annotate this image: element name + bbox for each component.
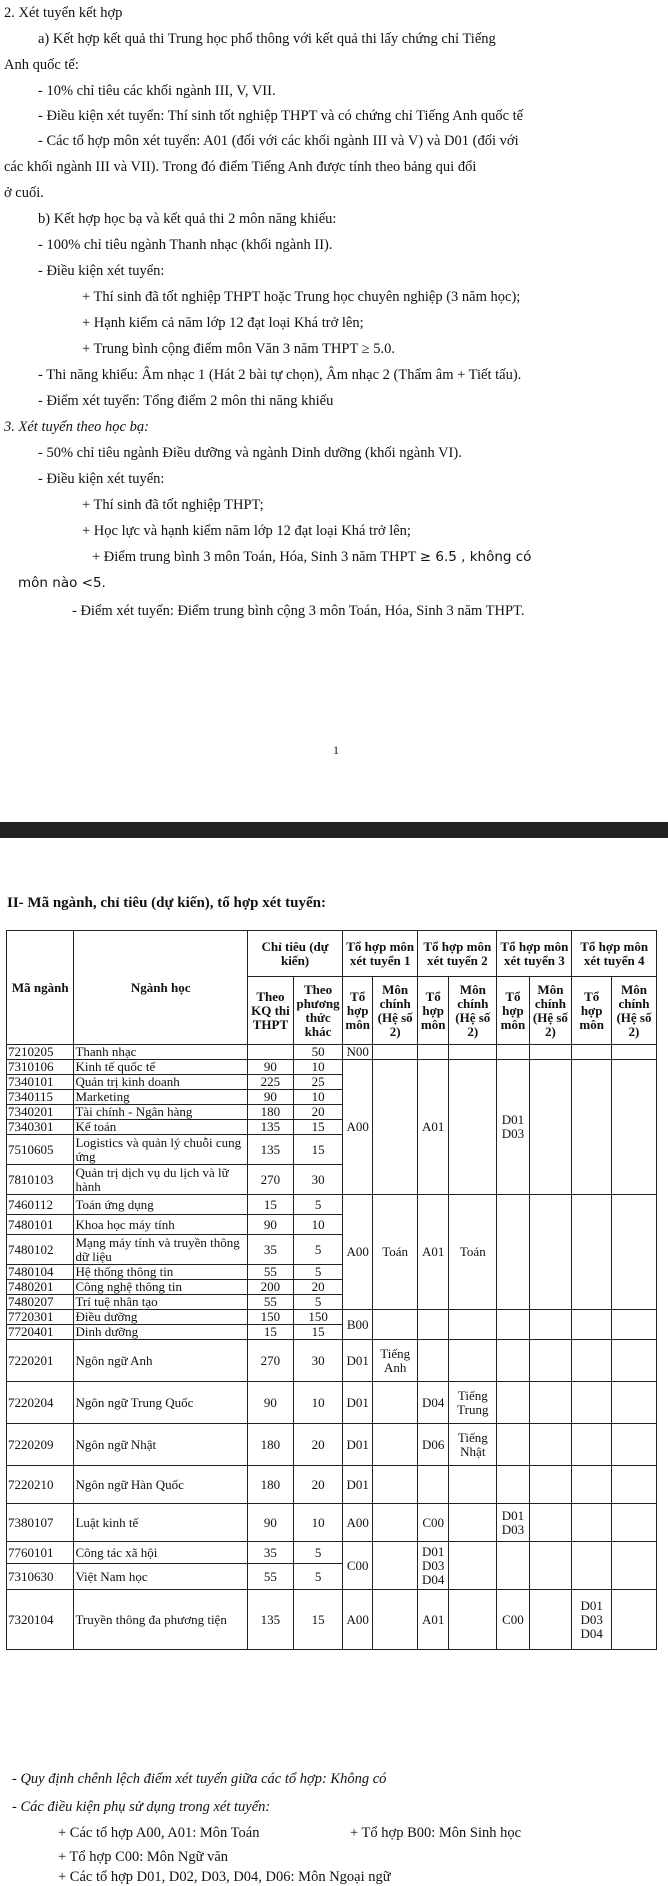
econ-t2: A01 <box>418 1060 449 1195</box>
text-line: - 10% chỉ tiêu các khối ngành III, V, VII. <box>38 83 276 99</box>
table-cell: 7220201 <box>7 1340 74 1382</box>
table-cell <box>497 1045 529 1060</box>
table-cell <box>529 1060 572 1195</box>
header-to-hop-mon: Tổ hợp môn <box>572 977 612 1045</box>
table-cell: Mạng máy tính và truyền thông dữ liệu <box>74 1235 247 1265</box>
text-line: môn nào <5. <box>18 575 106 591</box>
table-cell: 10 <box>293 1504 342 1542</box>
header-to-hop-mon: Tổ hợp môn <box>497 977 529 1045</box>
table-cell: 15 <box>247 1195 293 1215</box>
table-cell <box>611 1590 656 1650</box>
table-cell <box>572 1310 612 1340</box>
table-cell <box>529 1310 572 1340</box>
table-cell: 25 <box>293 1075 342 1090</box>
table-cell: 7720301 <box>7 1310 74 1325</box>
table-cell: 7460112 <box>7 1195 74 1215</box>
table-cell: D01 D03 <box>497 1504 529 1542</box>
table-cell: 7220209 <box>7 1424 74 1466</box>
table-cell <box>572 1424 612 1466</box>
table-cell <box>572 1060 612 1195</box>
table-cell: Tiếng Anh <box>373 1340 418 1382</box>
table-cell: A00 <box>343 1590 373 1650</box>
header-mon-chinh: Môn chính (Hệ số 2) <box>611 977 656 1045</box>
table-cell: 30 <box>293 1340 342 1382</box>
table-cell: 7340101 <box>7 1075 74 1090</box>
table-cell: 7760101 <box>7 1542 74 1564</box>
table-cell: D01 D03 D04 <box>572 1590 612 1650</box>
table-cell: D01 <box>343 1424 373 1466</box>
table-cell <box>572 1340 612 1382</box>
table-cell <box>572 1382 612 1424</box>
table-cell <box>449 1045 497 1060</box>
header-to-hop-1: Tổ hợp môn xét tuyển 1 <box>343 931 418 977</box>
text-line: + Thí sinh đã tốt nghiệp THPT; <box>82 497 264 513</box>
table-cell: A00 <box>343 1504 373 1542</box>
table-cell: Quản trị kinh doanh <box>74 1075 247 1090</box>
table-row <box>7 1310 657 1325</box>
table-cell <box>611 1504 656 1542</box>
table-cell: 15 <box>293 1135 342 1165</box>
table-cell: 15 <box>293 1590 342 1650</box>
table-cell: 7480207 <box>7 1295 74 1310</box>
table-cell <box>373 1060 418 1195</box>
table-cell <box>247 1045 293 1060</box>
table-cell: D01 <box>343 1382 373 1424</box>
table-cell: 5 <box>293 1295 342 1310</box>
note-line: + Tổ hợp B00: Môn Sinh học <box>350 1825 522 1841</box>
header-theo-kq: Theo KQ thi THPT <box>247 977 293 1045</box>
table-cell <box>418 1340 449 1382</box>
document-page-1 <box>0 0 668 805</box>
table-cell <box>449 1542 497 1590</box>
table-cell <box>572 1466 612 1504</box>
table-cell <box>572 1045 612 1060</box>
table-cell: 180 <box>247 1105 293 1120</box>
table-cell <box>373 1542 418 1590</box>
table-cell: D01 <box>343 1340 373 1382</box>
table-cell: 7720401 <box>7 1325 74 1340</box>
page-number: 1 <box>333 743 339 757</box>
table-cell: 10 <box>293 1382 342 1424</box>
table-row <box>7 1590 657 1650</box>
table-cell: 270 <box>247 1340 293 1382</box>
table-cell: D01 <box>343 1466 373 1504</box>
header-to-hop-2: Tổ hợp môn xét tuyển 2 <box>418 931 497 977</box>
table-cell: Truyền thông đa phương tiện <box>74 1590 247 1650</box>
table-cell <box>373 1310 418 1340</box>
table-cell: 30 <box>293 1165 342 1195</box>
table-cell: Tiếng Trung <box>449 1382 497 1424</box>
table-cell <box>373 1466 418 1504</box>
it-t1: A00 <box>343 1195 373 1310</box>
table-cell: 7480102 <box>7 1235 74 1265</box>
table-cell <box>529 1590 572 1650</box>
table-cell: Ngôn ngữ Anh <box>74 1340 247 1382</box>
heading-transcript-admission: 3. Xét tuyển theo học bạ: <box>4 419 149 435</box>
health-t1: B00 <box>343 1310 373 1340</box>
table-cell: 90 <box>247 1215 293 1235</box>
text-line: + Điểm trung bình 3 môn Toán, Hóa, Sinh 3 năm THPT ≥ 6.5 , không có <box>92 549 532 565</box>
table-cell: Công tác xã hội <box>74 1542 247 1564</box>
text-line: - Điểm xét tuyển: Điểm trung bình cộng 3 môn Toán, Hóa, Sinh 3 năm THPT. <box>72 603 525 619</box>
table-cell <box>529 1504 572 1542</box>
table-cell <box>572 1542 612 1590</box>
social-t1: C00 <box>343 1542 373 1590</box>
table-cell: 55 <box>247 1295 293 1310</box>
text-line: Anh quốc tế: <box>4 57 79 73</box>
table-cell: 35 <box>247 1542 293 1564</box>
table-cell <box>529 1382 572 1424</box>
table-cell: Kinh tế quốc tế <box>74 1060 247 1075</box>
table-cell: 7480201 <box>7 1280 74 1295</box>
header-to-hop-mon: Tổ hợp môn <box>343 977 373 1045</box>
table-cell: 150 <box>247 1310 293 1325</box>
text-line: - 50% chỉ tiêu ngành Điều dưỡng và ngành Dinh dưỡng (khối ngành VI). <box>38 445 462 461</box>
page-separator <box>0 822 668 838</box>
table-cell: Hệ thống thông tin <box>74 1265 247 1280</box>
table-cell: 20 <box>293 1466 342 1504</box>
econ-t1: A00 <box>343 1060 373 1195</box>
table-cell: 7380107 <box>7 1504 74 1542</box>
table-cell <box>449 1466 497 1504</box>
table-cell: Tài chính - Ngân hàng <box>74 1105 247 1120</box>
table-cell: 7480101 <box>7 1215 74 1235</box>
table-cell <box>497 1310 529 1340</box>
table-cell: 7220210 <box>7 1466 74 1504</box>
table-cell <box>418 1310 449 1340</box>
table-cell <box>497 1195 529 1310</box>
table-cell: A01 <box>418 1590 449 1650</box>
table-cell <box>497 1340 529 1382</box>
header-mon-chinh: Môn chính (Hệ số 2) <box>373 977 418 1045</box>
table-cell: D06 <box>418 1424 449 1466</box>
table-cell: 180 <box>247 1424 293 1466</box>
table-cell: 270 <box>247 1165 293 1195</box>
table-cell: Ngôn ngữ Trung Quốc <box>74 1382 247 1424</box>
section-title: II- Mã ngành, chỉ tiêu (dự kiến), tổ hợp xét tuyển: <box>7 895 326 911</box>
table-cell: 7340201 <box>7 1105 74 1120</box>
text-line: + Trung bình cộng điểm môn Văn 3 năm THPT ≥ 5.0. <box>82 341 395 357</box>
text-line: + Hạnh kiểm cả năm lớp 12 đạt loại Khá trở lên; <box>82 315 364 331</box>
text-line: - Thi năng khiếu: Âm nhạc 1 (Hát 2 bài tự chọn), Âm nhạc 2 (Thẩm âm + Tiết tấu). <box>38 367 522 383</box>
table-cell: 20 <box>293 1424 342 1466</box>
table-cell <box>529 1045 572 1060</box>
text-line: ở cuối. <box>4 185 44 201</box>
table-cell: 10 <box>293 1215 342 1235</box>
table-cell: D04 <box>418 1382 449 1424</box>
header-to-hop-3: Tổ hợp môn xét tuyển 3 <box>497 931 572 977</box>
table-cell: 135 <box>247 1135 293 1165</box>
header-chi-tieu: Chỉ tiêu (dự kiến) <box>247 931 342 977</box>
table-cell <box>449 1590 497 1650</box>
table-cell <box>611 1045 656 1060</box>
table-cell: 150 <box>293 1310 342 1325</box>
table-cell <box>529 1195 572 1310</box>
table-cell: Công nghệ thông tin <box>74 1280 247 1295</box>
note-line: - Các điều kiện phụ sử dụng trong xét tuyển: <box>12 1799 271 1815</box>
table-cell: 5 <box>293 1265 342 1280</box>
header-ma-nganh: Mã ngành <box>7 931 74 1045</box>
table-row <box>7 1542 657 1564</box>
table-cell: Luật kinh tế <box>74 1504 247 1542</box>
table-cell: 50 <box>293 1045 342 1060</box>
table-row <box>7 1504 657 1542</box>
table-row <box>7 1045 657 1060</box>
table-cell: 90 <box>247 1090 293 1105</box>
table-cell: Trí tuệ nhân tạo <box>74 1295 247 1310</box>
header-to-hop-4: Tổ hợp môn xét tuyển 4 <box>572 931 657 977</box>
table-cell: C00 <box>418 1504 449 1542</box>
table-cell: 7220204 <box>7 1382 74 1424</box>
table-cell <box>529 1424 572 1466</box>
table-cell: 55 <box>247 1564 293 1590</box>
table-cell: 90 <box>247 1504 293 1542</box>
note-line: + Các tổ hợp D01, D02, D03, D04, D06: Môn Ngoại ngữ <box>58 1869 391 1885</box>
table-cell: Việt Nam học <box>74 1564 247 1590</box>
table-cell: 180 <box>247 1466 293 1504</box>
table-cell <box>373 1424 418 1466</box>
table-cell <box>373 1045 418 1060</box>
table-cell: 5 <box>293 1235 342 1265</box>
table-cell: Logistics và quản lý chuỗi cung ứng <box>74 1135 247 1165</box>
table-cell <box>611 1466 656 1504</box>
text-line: b) Kết hợp học bạ và kết quả thi 2 môn năng khiếu: <box>38 211 337 227</box>
table-cell: C00 <box>497 1590 529 1650</box>
table-cell <box>611 1382 656 1424</box>
table-row <box>7 1424 657 1466</box>
table-cell: 7510605 <box>7 1135 74 1165</box>
table-cell <box>373 1382 418 1424</box>
table-cell <box>529 1542 572 1590</box>
table-cell <box>572 1504 612 1542</box>
table-cell: 90 <box>247 1382 293 1424</box>
table-cell <box>418 1045 449 1060</box>
table-cell: Ngôn ngữ Nhật <box>74 1424 247 1466</box>
table-cell <box>449 1504 497 1542</box>
table-cell: 7480104 <box>7 1265 74 1280</box>
table-row <box>7 1466 657 1504</box>
header-mon-chinh: Môn chính (Hệ số 2) <box>449 977 497 1045</box>
social-t2: D01 D03 D04 <box>418 1542 449 1590</box>
majors-table <box>6 930 657 1650</box>
table-cell <box>449 1340 497 1382</box>
table-cell: Quản trị dịch vụ du lịch và lữ hành <box>74 1165 247 1195</box>
table-cell <box>418 1466 449 1504</box>
table-cell <box>611 1060 656 1195</box>
text-line: - Điều kiện xét tuyển: <box>38 263 165 279</box>
table-cell: Kế toán <box>74 1120 247 1135</box>
note-line: - Quy định chênh lệch điểm xét tuyển giữa các tổ hợp: Không có <box>12 1771 387 1787</box>
table-cell: 7210205 <box>7 1045 74 1060</box>
note-line: + Tổ hợp C00: Môn Ngữ văn <box>58 1849 229 1865</box>
table-row <box>7 1382 657 1424</box>
header-theo-pt: Theo phương thức khác <box>293 977 342 1045</box>
table-cell: 5 <box>293 1564 342 1590</box>
text-line: - Điều kiện xét tuyển: <box>38 471 165 487</box>
table-cell <box>449 1060 497 1195</box>
heading-combined-admission: 2. Xét tuyển kết hợp <box>4 5 123 21</box>
table-cell: 5 <box>293 1195 342 1215</box>
table-cell <box>611 1340 656 1382</box>
it-t2: A01 <box>418 1195 449 1310</box>
table-cell <box>373 1504 418 1542</box>
table-cell <box>611 1195 656 1310</box>
table-cell: 7310630 <box>7 1564 74 1590</box>
table-cell: Tiếng Nhật <box>449 1424 497 1466</box>
text-line: + Học lực và hạnh kiểm năm lớp 12 đạt loại Khá trở lên; <box>82 523 411 539</box>
table-cell: Marketing <box>74 1090 247 1105</box>
table-cell: 7340301 <box>7 1120 74 1135</box>
table-cell: 20 <box>293 1280 342 1295</box>
table-cell: 90 <box>247 1060 293 1075</box>
table-cell: 7310106 <box>7 1060 74 1075</box>
econ-t3: D01 D03 <box>497 1060 529 1195</box>
table-cell <box>449 1310 497 1340</box>
it-m2: Toán <box>449 1195 497 1310</box>
table-cell: 135 <box>247 1590 293 1650</box>
table-cell <box>611 1310 656 1340</box>
table-cell: 20 <box>293 1105 342 1120</box>
text-line: - 100% chỉ tiêu ngành Thanh nhạc (khối ngành II). <box>38 237 333 253</box>
table-cell: 7320104 <box>7 1590 74 1650</box>
table-cell <box>373 1590 418 1650</box>
table-cell <box>611 1542 656 1590</box>
table-cell: Dinh dưỡng <box>74 1325 247 1340</box>
table-cell <box>611 1424 656 1466</box>
text-line: - Điểm xét tuyển: Tổng điểm 2 môn thi năng khiếu <box>38 393 334 409</box>
table-row <box>7 1060 657 1075</box>
text-line: + Thí sinh đã tốt nghiệp THPT hoặc Trung học chuyên nghiệp (3 năm học); <box>82 289 521 305</box>
table-cell <box>529 1340 572 1382</box>
table-cell: Toán ứng dụng <box>74 1195 247 1215</box>
table-cell: 7340115 <box>7 1090 74 1105</box>
table-cell: N00 <box>343 1045 373 1060</box>
text-line: a) Kết hợp kết quả thi Trung học phổ thông với kết quả thi lấy chứng chỉ Tiếng <box>38 31 496 47</box>
table-cell: Điều dưỡng <box>74 1310 247 1325</box>
table-cell: 5 <box>293 1542 342 1564</box>
table-cell: 200 <box>247 1280 293 1295</box>
table-cell: 10 <box>293 1090 342 1105</box>
header-mon-chinh: Môn chính (Hệ số 2) <box>529 977 572 1045</box>
header-nganh-hoc: Ngành học <box>74 931 247 1045</box>
table-cell: Ngôn ngữ Hàn Quốc <box>74 1466 247 1504</box>
table-row <box>7 1340 657 1382</box>
table-cell: 10 <box>293 1060 342 1075</box>
table-cell <box>497 1466 529 1504</box>
text-line: - Các tổ hợp môn xét tuyển: A01 (đối với các khối ngành III và V) và D01 (đối với <box>38 133 519 149</box>
table-row <box>7 1195 657 1215</box>
table-cell: 15 <box>293 1120 342 1135</box>
table-cell <box>572 1195 612 1310</box>
table-cell <box>497 1382 529 1424</box>
table-cell <box>529 1466 572 1504</box>
table-cell: Khoa học máy tính <box>74 1215 247 1235</box>
text-line: - Điều kiện xét tuyển: Thí sinh tốt nghiệp THPT và có chứng chỉ Tiếng Anh quốc tế <box>38 108 524 124</box>
text-line: các khối ngành III và VII). Trong đó điểm Tiếng Anh được tính theo bảng qui đổi <box>4 159 477 175</box>
table-cell: 35 <box>247 1235 293 1265</box>
table-cell: 7810103 <box>7 1165 74 1195</box>
header-to-hop-mon: Tổ hợp môn <box>418 977 449 1045</box>
table-cell <box>497 1542 529 1590</box>
table-cell: 225 <box>247 1075 293 1090</box>
table-cell: 135 <box>247 1120 293 1135</box>
table-cell <box>497 1424 529 1466</box>
note-line: + Các tổ hợp A00, A01: Môn Toán <box>58 1825 260 1841</box>
it-m1: Toán <box>373 1195 418 1310</box>
table-cell: 15 <box>293 1325 342 1340</box>
table-cell: Thanh nhạc <box>74 1045 247 1060</box>
table-cell: 55 <box>247 1265 293 1280</box>
table-cell: 15 <box>247 1325 293 1340</box>
